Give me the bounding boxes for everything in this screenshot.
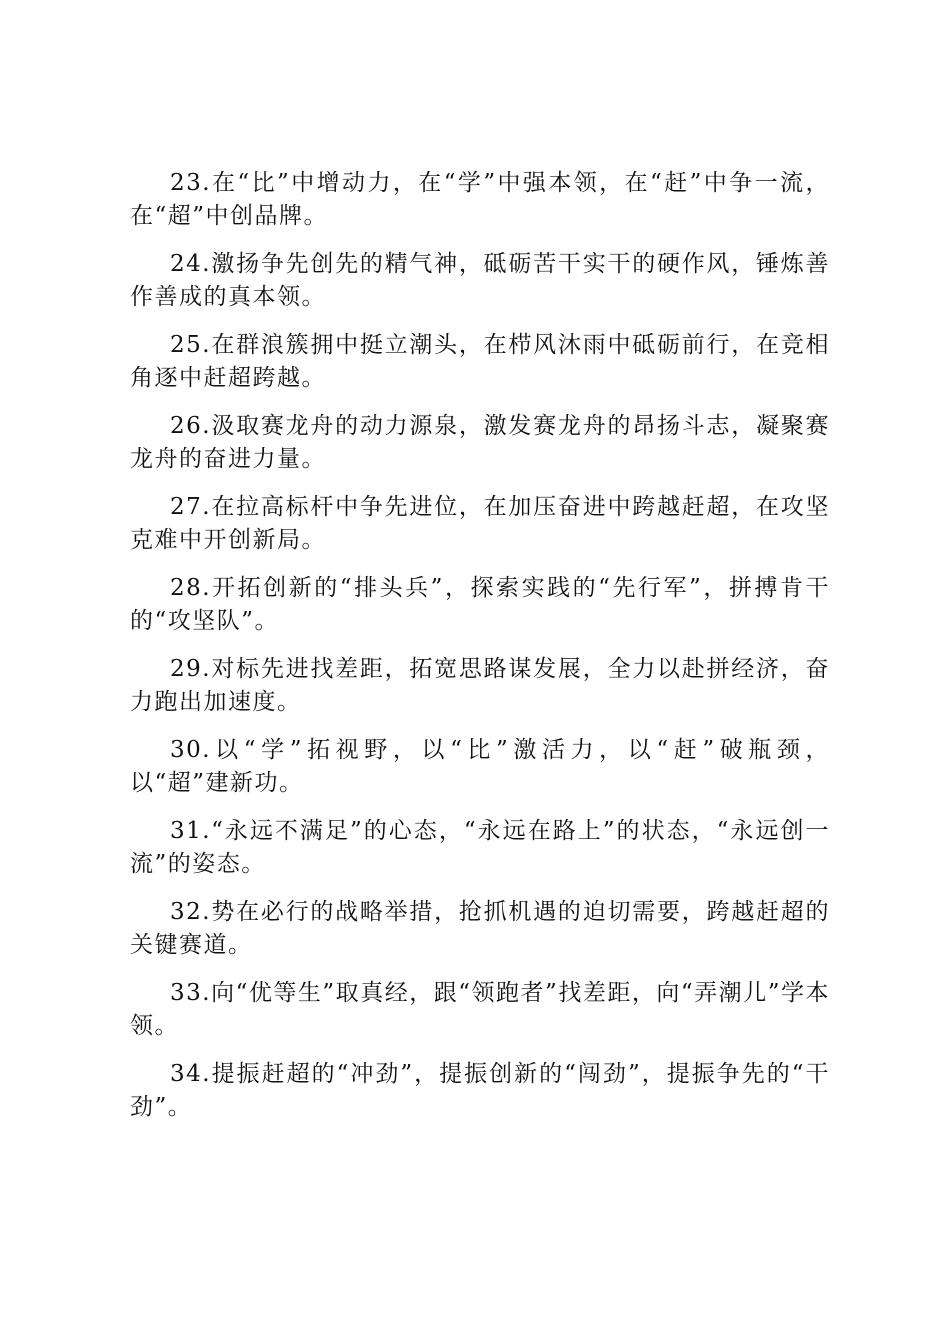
paragraph-32: 32.势在必行的战略举措，抢抓机遇的迫切需要，跨越赶超的关键赛道。 bbox=[130, 899, 830, 958]
paragraph-28: 28.开拓创新的“排头兵”，探索实践的“先行军”，拼搏肯干的“攻坚队”。 bbox=[130, 575, 830, 634]
paragraph-34: 34.提振赶超的“冲劲”，提振创新的“闯劲”，提振争先的“干劲”。 bbox=[130, 1061, 830, 1120]
paragraph-27: 27.在拉高标杆中争先进位，在加压奋进中跨越赶超，在攻坚克难中开创新局。 bbox=[130, 494, 830, 553]
paragraph-24: 24.激扬争先创先的精气神，砥砺苦干实干的硬作风，锤炼善作善成的真本领。 bbox=[130, 251, 830, 310]
paragraph-33: 33.向“优等生”取真经，跟“领跑者”找差距，向“弄潮儿”学本领。 bbox=[130, 980, 830, 1039]
paragraph-25: 25.在群浪簇拥中挺立潮头，在栉风沐雨中砥砺前行，在竞相角逐中赶超跨越。 bbox=[130, 332, 830, 391]
paragraph-26: 26.汲取赛龙舟的动力源泉，激发赛龙舟的昂扬斗志，凝聚赛龙舟的奋进力量。 bbox=[130, 413, 830, 472]
paragraph-29: 29.对标先进找差距，拓宽思路谋发展，全力以赴拼经济，奋力跑出加速度。 bbox=[130, 656, 830, 715]
paragraph-23: 23.在“比”中增动力，在“学”中强本领，在“赶”中争一流，在“超”中创品牌。 bbox=[130, 170, 830, 229]
paragraph-30: 30.以“学”拓视野，以“比”激活力，以“赶”破瓶颈，以“超”建新功。 bbox=[130, 737, 830, 796]
document-body bbox=[130, 167, 830, 1139]
paragraph-31: 31.“永远不满足”的心态，“永远在路上”的状态，“永远创一流”的姿态。 bbox=[130, 818, 830, 877]
